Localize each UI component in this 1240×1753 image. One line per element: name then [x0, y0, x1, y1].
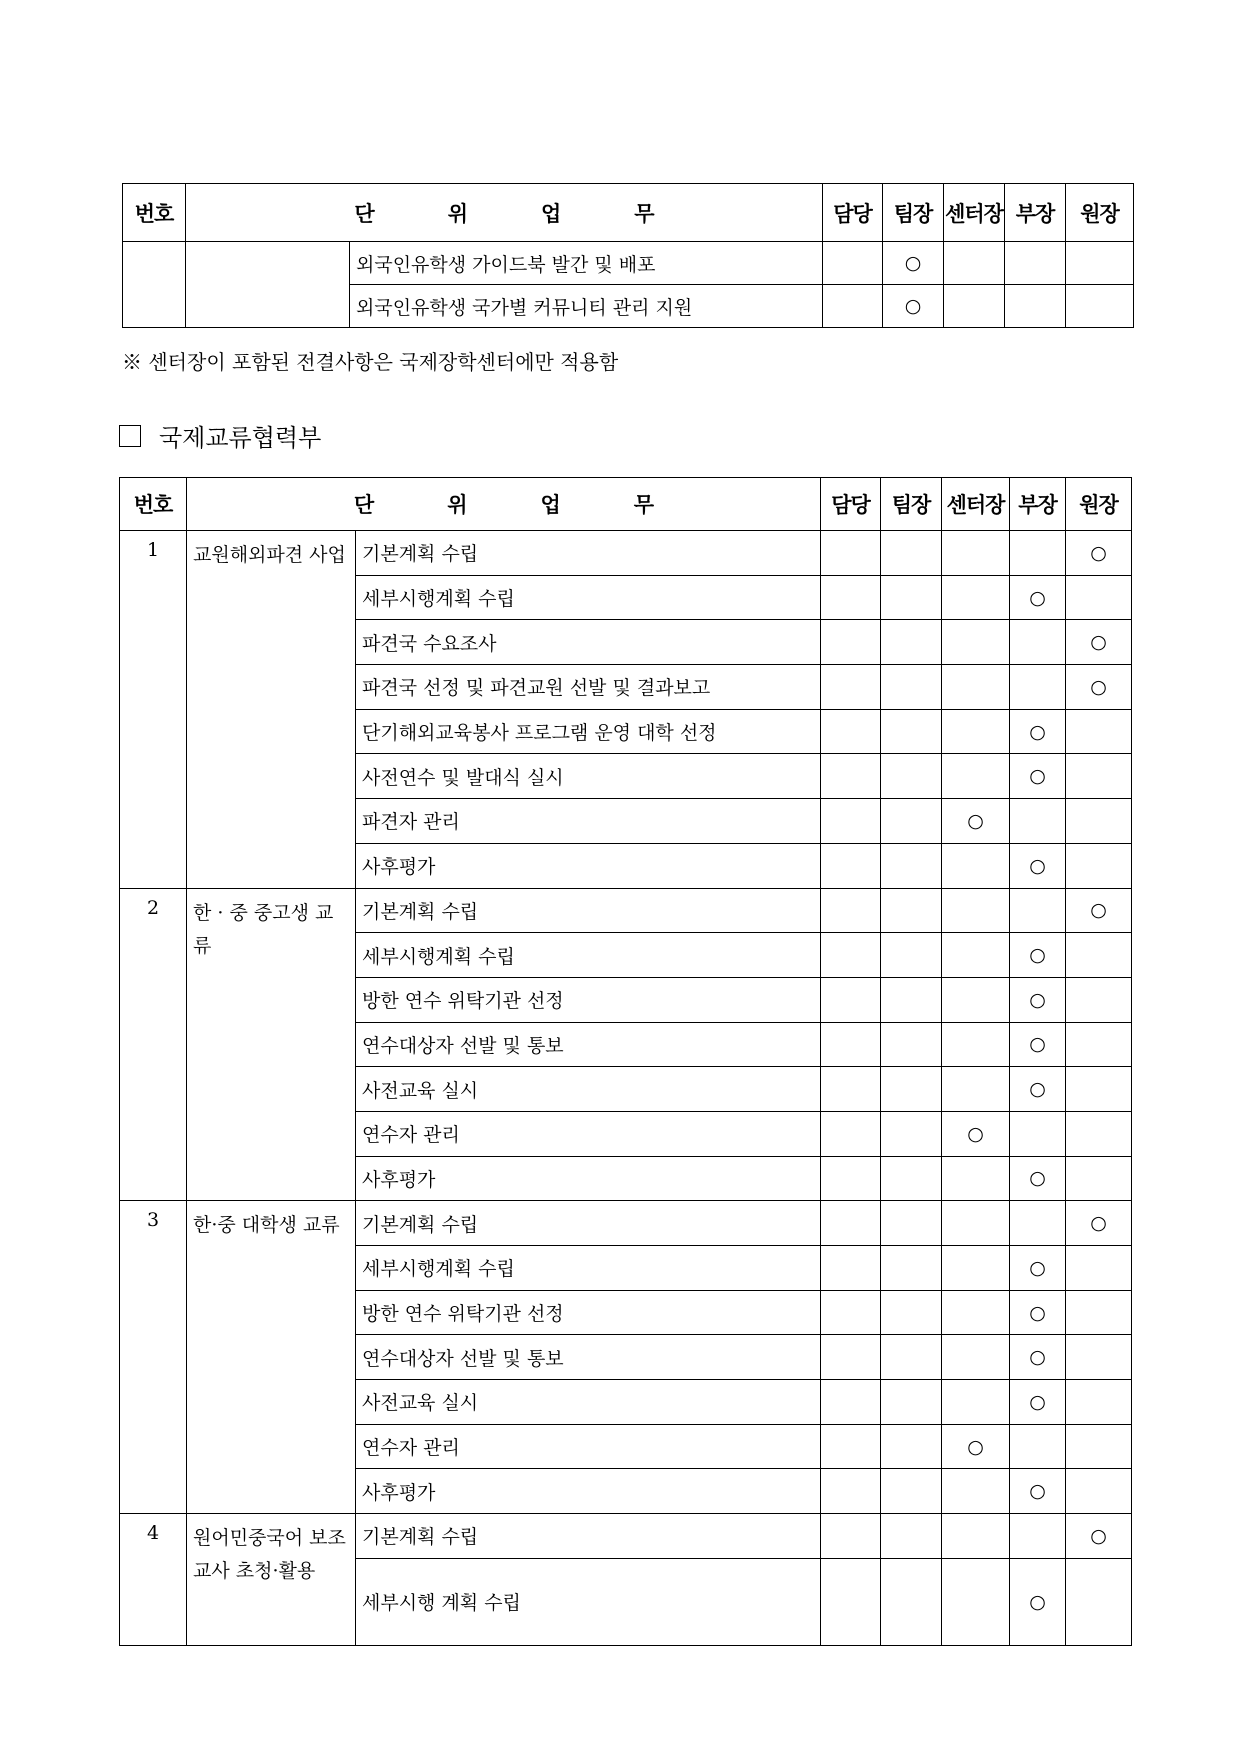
approval-cell: [881, 888, 942, 933]
task-cell: 연수자 관리: [356, 1111, 821, 1156]
approval-cell: [821, 1335, 881, 1380]
approval-mark: ○: [1066, 1201, 1132, 1246]
header-row: [123, 184, 1134, 242]
approval-cell: [1066, 242, 1134, 285]
footnote: ※ 센터장이 포함된 전결사항은 국제장학센터에만 적용함: [122, 350, 619, 374]
header-num: 번호: [120, 478, 187, 531]
approval-cell: [1066, 709, 1132, 754]
approval-mark: ○: [1010, 754, 1066, 799]
table-row: [120, 1201, 1132, 1246]
approval-cell: [1066, 1335, 1132, 1380]
approval-cell: [1066, 977, 1132, 1022]
header-task: [186, 184, 823, 242]
approval-cell: [881, 1022, 942, 1067]
approval-cell: [1066, 575, 1132, 620]
group-number: 1: [120, 531, 187, 889]
approval-cell: [942, 1067, 1010, 1112]
task-cell: 사전교육 실시: [356, 1380, 821, 1425]
table-row: [123, 242, 1134, 285]
approval-cell: [942, 843, 1010, 888]
task-cell: 연수대상자 선발 및 통보: [356, 1022, 821, 1067]
approval-cell: [823, 242, 883, 285]
task-cell: 파견국 선정 및 파견교원 선발 및 결과보고: [356, 665, 821, 710]
header-task-char: 업: [540, 493, 560, 517]
approval-mark: ○: [1066, 665, 1132, 710]
task-cell: 사후평가: [356, 843, 821, 888]
approval-cell: [1010, 888, 1066, 933]
approval-cell: [881, 1246, 942, 1291]
approval-cell: [1010, 1424, 1066, 1469]
approval-table-continued: [122, 183, 1134, 328]
task-cell: 사후평가: [356, 1469, 821, 1514]
approval-mark: ○: [1010, 977, 1066, 1022]
approval-cell: [881, 709, 942, 754]
task-cell: 단기해외교육봉사 프로그램 운영 대학 선정: [356, 709, 821, 754]
approval-cell: [1066, 933, 1132, 978]
approval-cell: [1010, 531, 1066, 576]
approval-mark: ○: [1010, 1022, 1066, 1067]
header-role: 담당: [823, 184, 883, 242]
task-cell: 세부시행계획 수립: [356, 933, 821, 978]
header-role: 담당: [821, 478, 881, 531]
approval-cell: [1066, 285, 1134, 328]
approval-mark: ○: [883, 242, 944, 285]
approval-cell: [881, 620, 942, 665]
approval-cell: [1066, 1558, 1132, 1645]
approval-mark: ○: [1010, 575, 1066, 620]
approval-cell: [942, 1558, 1010, 1645]
approval-cell: [942, 1469, 1010, 1514]
approval-cell: [1066, 843, 1132, 888]
section-title: 국제교류협력부: [159, 424, 322, 452]
header-task-char: 단: [353, 493, 374, 517]
task-cell: 방한 연수 위탁기관 선정: [356, 977, 821, 1022]
approval-mark: ○: [1010, 933, 1066, 978]
task-cell: 파견자 관리: [356, 799, 821, 844]
approval-cell: [942, 1246, 1010, 1291]
header-role: 부장: [1010, 478, 1066, 531]
approval-table-international-exchange: [119, 477, 1132, 1646]
approval-cell: [1066, 754, 1132, 799]
header-task-char: 위: [447, 493, 467, 517]
task-cell: 방한 연수 위탁기관 선정: [356, 1290, 821, 1335]
checkbox-square-icon: [119, 425, 141, 447]
approval-mark: ○: [1010, 1558, 1066, 1645]
approval-cell: [881, 843, 942, 888]
header-role: 부장: [1005, 184, 1066, 242]
num-cell: [123, 242, 186, 328]
approval-cell: [821, 933, 881, 978]
table-row: [120, 1514, 1132, 1559]
approval-cell: [881, 799, 942, 844]
group-category: 원어민중국어 보조교사 초청·활용: [187, 1514, 356, 1646]
approval-cell: [881, 1067, 942, 1112]
approval-cell: [881, 1290, 942, 1335]
header-role: 팀장: [881, 478, 942, 531]
task-cell: 기본계획 수립: [356, 1514, 821, 1559]
section-heading: [119, 418, 321, 453]
approval-mark: ○: [1010, 843, 1066, 888]
approval-cell: [942, 754, 1010, 799]
task-cell: 세부시행계획 수립: [356, 1246, 821, 1291]
approval-mark: ○: [1010, 1335, 1066, 1380]
approval-cell: [1010, 1201, 1066, 1246]
group-number: 4: [120, 1514, 187, 1646]
approval-cell: [821, 977, 881, 1022]
approval-cell: [881, 933, 942, 978]
approval-mark: ○: [1010, 1246, 1066, 1291]
approval-cell: [942, 1022, 1010, 1067]
header-role: 원장: [1066, 478, 1132, 531]
header-task-char: 위: [447, 201, 467, 226]
approval-cell: [881, 1380, 942, 1425]
approval-cell: [942, 1201, 1010, 1246]
approval-cell: [942, 531, 1010, 576]
approval-mark: ○: [1010, 709, 1066, 754]
approval-cell: [821, 1424, 881, 1469]
header-task-char: 무: [633, 493, 654, 517]
task-cell: 기본계획 수립: [356, 888, 821, 933]
approval-cell: [821, 1201, 881, 1246]
approval-cell: [821, 799, 881, 844]
approval-cell: [821, 575, 881, 620]
header-num: 번호: [123, 184, 186, 242]
approval-cell: [821, 620, 881, 665]
header-row: [120, 478, 1132, 531]
approval-cell: [1066, 1246, 1132, 1291]
header-task-char: 무: [634, 201, 654, 226]
approval-cell: [821, 1111, 881, 1156]
task-cell: 사전연수 및 발대식 실시: [356, 754, 821, 799]
approval-cell: [821, 531, 881, 576]
header-task-char: 업: [541, 201, 561, 226]
approval-mark: ○: [1010, 1380, 1066, 1425]
group-category: 한·중 대학생 교류: [187, 1201, 356, 1514]
header-role: 센터장: [944, 184, 1005, 242]
approval-cell: [942, 1156, 1010, 1201]
approval-cell: [942, 1290, 1010, 1335]
task-cell: 사후평가: [356, 1156, 821, 1201]
approval-cell: [1010, 1111, 1066, 1156]
task-cell: 세부시행계획 수립: [356, 575, 821, 620]
approval-cell: [821, 754, 881, 799]
header-task-char: 단: [354, 201, 374, 226]
approval-cell: [821, 709, 881, 754]
approval-cell: [823, 285, 883, 328]
group-category: 교원해외파견 사업: [187, 531, 356, 889]
approval-cell: [821, 1558, 881, 1645]
approval-cell: [821, 888, 881, 933]
task-cell: 외국인유학생 가이드북 발간 및 배포: [350, 242, 823, 285]
task-cell: 연수대상자 선발 및 통보: [356, 1335, 821, 1380]
approval-cell: [881, 1111, 942, 1156]
approval-cell: [881, 1201, 942, 1246]
approval-mark: ○: [1010, 1067, 1066, 1112]
task-cell: 파견국 수요조사: [356, 620, 821, 665]
header-role: 팀장: [883, 184, 944, 242]
group-number: 3: [120, 1201, 187, 1514]
approval-cell: [942, 1335, 1010, 1380]
approval-mark: ○: [883, 285, 944, 328]
approval-cell: [1066, 1022, 1132, 1067]
approval-cell: [881, 665, 942, 710]
approval-cell: [881, 977, 942, 1022]
approval-cell: [881, 1514, 942, 1559]
approval-mark: ○: [1066, 888, 1132, 933]
header-role: 센터장: [942, 478, 1010, 531]
approval-cell: [1005, 242, 1066, 285]
approval-cell: [1066, 1156, 1132, 1201]
approval-cell: [821, 1380, 881, 1425]
approval-cell: [881, 1424, 942, 1469]
approval-cell: [821, 1246, 881, 1291]
group-number: 2: [120, 888, 187, 1201]
task-cell: 연수자 관리: [356, 1424, 821, 1469]
approval-cell: [821, 843, 881, 888]
approval-cell: [821, 665, 881, 710]
approval-cell: [821, 1514, 881, 1559]
approval-mark: ○: [1066, 620, 1132, 665]
approval-cell: [1066, 1111, 1132, 1156]
approval-cell: [942, 665, 1010, 710]
approval-cell: [942, 575, 1010, 620]
task-cell: 기본계획 수립: [356, 1201, 821, 1246]
approval-cell: [881, 1335, 942, 1380]
approval-cell: [1010, 620, 1066, 665]
table-row: [120, 531, 1132, 576]
approval-cell: [1066, 1380, 1132, 1425]
approval-cell: [1066, 1424, 1132, 1469]
approval-cell: [1010, 665, 1066, 710]
header-role: 원장: [1066, 184, 1134, 242]
approval-cell: [1010, 1514, 1066, 1559]
task-cell: 세부시행 계획 수립: [356, 1558, 821, 1645]
approval-mark: ○: [942, 1424, 1010, 1469]
approval-mark: ○: [1066, 1514, 1132, 1559]
approval-cell: [821, 1290, 881, 1335]
approval-cell: [881, 754, 942, 799]
task-cell: 기본계획 수립: [356, 531, 821, 576]
task-cell: 외국인유학생 국가별 커뮤니티 관리 지원: [350, 285, 823, 328]
approval-cell: [1010, 799, 1066, 844]
category-cell: [186, 242, 350, 328]
approval-mark: ○: [1010, 1290, 1066, 1335]
approval-cell: [942, 1514, 1010, 1559]
approval-cell: [942, 709, 1010, 754]
approval-cell: [821, 1156, 881, 1201]
task-cell: 사전교육 실시: [356, 1067, 821, 1112]
approval-cell: [881, 1558, 942, 1645]
approval-cell: [942, 888, 1010, 933]
approval-cell: [942, 977, 1010, 1022]
approval-cell: [1066, 1290, 1132, 1335]
approval-cell: [942, 620, 1010, 665]
approval-cell: [881, 575, 942, 620]
approval-cell: [1066, 1469, 1132, 1514]
approval-mark: ○: [1066, 531, 1132, 576]
approval-cell: [821, 1469, 881, 1514]
approval-cell: [944, 242, 1005, 285]
approval-cell: [942, 1380, 1010, 1425]
approval-cell: [1005, 285, 1066, 328]
group-category: 한 · 중 중고생 교류: [187, 888, 356, 1201]
approval-mark: ○: [1010, 1156, 1066, 1201]
table-row: [120, 888, 1132, 933]
approval-cell: [942, 933, 1010, 978]
approval-mark: ○: [942, 1111, 1010, 1156]
approval-cell: [821, 1022, 881, 1067]
approval-cell: [881, 1156, 942, 1201]
approval-cell: [1066, 799, 1132, 844]
approval-cell: [881, 531, 942, 576]
approval-mark: ○: [942, 799, 1010, 844]
header-task: [187, 478, 821, 531]
approval-cell: [1066, 1067, 1132, 1112]
approval-cell: [944, 285, 1005, 328]
approval-mark: ○: [1010, 1469, 1066, 1514]
approval-cell: [881, 1469, 942, 1514]
approval-cell: [821, 1067, 881, 1112]
